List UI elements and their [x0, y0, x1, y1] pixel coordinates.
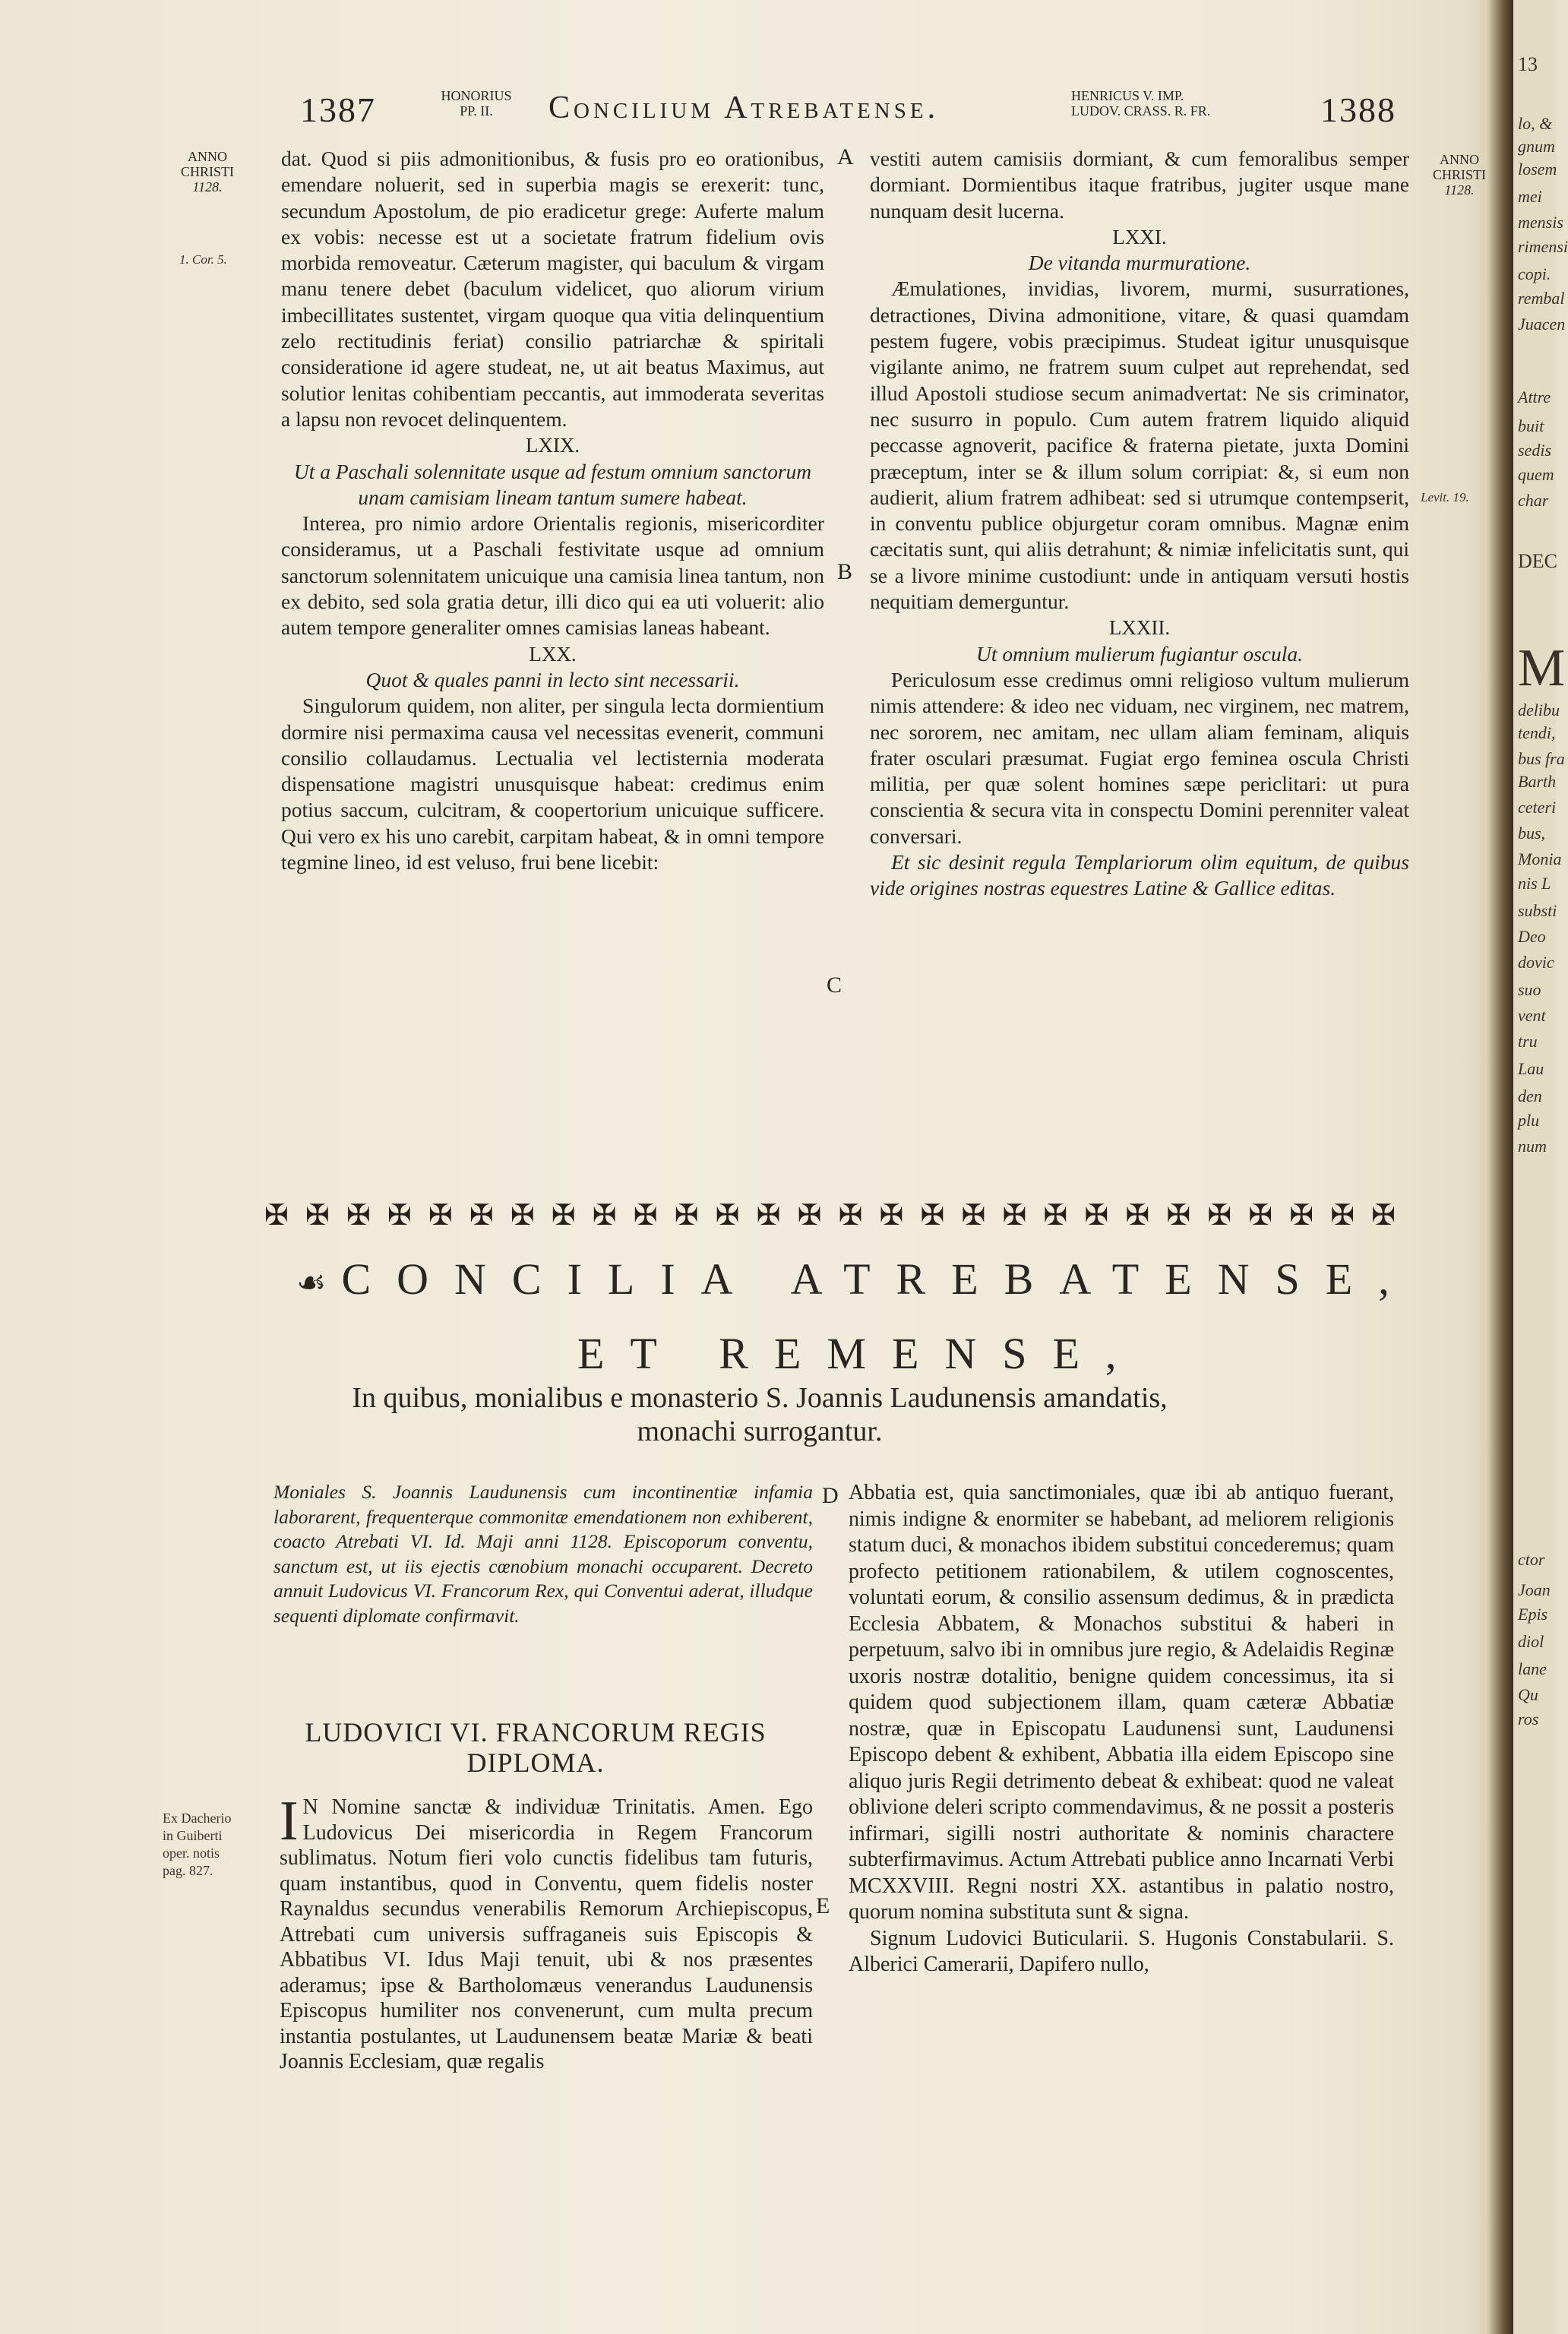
chapter-number: LXXII.: [1108, 616, 1171, 640]
next-page-fragment: sedis: [1518, 441, 1551, 460]
diploma-heading: LUDOVICI VI. FRANCORUM REGIS DIPLOMA.: [305, 1717, 767, 1778]
fleuron-icon: ☙: [296, 1264, 327, 1301]
next-page-fragment: buit: [1518, 416, 1544, 435]
anno-christi-left: [176, 149, 239, 194]
ornament-glyph-icon: ✠: [551, 1199, 577, 1232]
chapter-title: Ut a Paschali solennitate usque ad festum omnium sanctorum unam camisiam lineam tantum sumere habeat.: [293, 459, 812, 509]
right-column: [870, 146, 1409, 902]
next-page-fragment: Barth: [1518, 772, 1557, 791]
anno-word: ANNO: [1440, 152, 1479, 167]
next-page-fragment: num: [1518, 1137, 1547, 1156]
intro-summary: Moniales S. Joannis Laudunensis cum incontinentiæ infamia laborarent, frequenterque commonitæ emendationem non exhiberent, coacto Atrebati VI. Id. Maji anni 1128. Episcoporum conventu, sanctum est, ut iis ejectis cœnobium monachi occuparent. Decreto annuit Ludovicus VI. Francorum Rex, qui Conventui aderat, illudque sequenti diplomate confirmavit.: [273, 1481, 813, 1627]
next-page-fragment: M: [1518, 639, 1566, 697]
next-page-fragment: substi: [1518, 901, 1557, 920]
next-page-fragment: ctor: [1518, 1550, 1545, 1569]
next-page-fragment: diol: [1518, 1632, 1544, 1651]
ornament-glyph-icon: ✠: [1207, 1199, 1233, 1232]
ornament-glyph-icon: ✠: [346, 1199, 371, 1232]
next-page-fragment: ceteri: [1518, 798, 1557, 817]
emperor-line-1: HENRICUS V. IMP.: [1071, 88, 1184, 103]
next-page-fragment: losem: [1518, 160, 1557, 179]
next-page-fragment: plu: [1518, 1111, 1540, 1130]
next-page-fragment: Lau: [1518, 1059, 1544, 1078]
section-subtitle: In quibus, monialibus e monasterio S. Joannis Laudunensis amandatis, monachi surrogantur.: [352, 1382, 1168, 1447]
signatures: Signum Ludovici Buticularii. S. Hugonis Constabularii. S. Alberici Camerarii, Dapifero nullo,: [849, 1926, 1394, 1976]
christi-word: CHRISTI: [1432, 167, 1486, 182]
next-page-fragment: copi.: [1518, 264, 1551, 283]
next-page-fragment: mensis: [1518, 213, 1563, 232]
paragraph: dat. Quod si piis admonitionibus, & fusis pro eo orationibus, emendare noluerit, sed in superbia magis se erexerit: tunc, secundum Apostolum, de pio eradicetur grege: Auferte malum ex vobis: necesse est ut a societate fratrum fidelium ovis morbida removeatur. Cæterum magister, qui baculum & virgam manu tenere debet (baculum videlicet, quo aliorum virium imbecillitates sustentet, virgam quoque qua vitia delinquentium zelo rectitudinis feriat) consilio patriarchæ & spiritali consideratione id agere studeat, ne, ut ait beatus Maximus, aut solutior lenitas cohibentiam peccantis, aut immoderata severitas a lapsu non revocet delinquentem.: [281, 147, 824, 431]
ornament-glyph-icon: ✠: [920, 1199, 946, 1232]
diploma-body: N Nomine sanctæ & individuæ Trinitatis. Amen. Ego Ludovicus Dei misericordia in Regem Francorum sublimatus. Notum fieri volo cunctis fidelibus tam futuris, quam instantibus, quod in Conventu, quem fidelis noster Raynaldus secundus venerabilis Remorum Archiepiscopus, Attrebati cum universis suffraganeis suis Episcopis & Abbatibus VI. Idus Maji tenuit, ubi & nos præsentes aderamus; ipse & Bartholomæus venerandus Laudunensis Episcopus humiliter nos convenerunt, cum multa precum instantia postulantes, ut Laudunensem beatæ Mariæ & beati Joannis Ecclesiam, quæ regalis: [280, 1795, 813, 2073]
ornament-glyph-icon: ✠: [428, 1199, 454, 1232]
next-page-fragment: vent: [1518, 1006, 1546, 1025]
section-title-line-1: [296, 1254, 1415, 1305]
drop-cap: I: [280, 1790, 299, 1852]
ornament-glyph-icon: ✠: [1248, 1199, 1274, 1232]
ornament-glyph-icon: ✠: [633, 1199, 659, 1232]
anno-year: 1128.: [192, 179, 223, 194]
ornament-glyph-icon: ✠: [387, 1199, 413, 1232]
dacherio-note: [163, 1810, 231, 1880]
next-page-fragment: DEC: [1518, 550, 1557, 572]
next-page-fragment: Epis: [1518, 1605, 1548, 1624]
section-title-text: CONCILIA ATREBATENSE,: [341, 1254, 1415, 1304]
cor-reference: 1. Cor. 5.: [179, 252, 227, 267]
next-page-fragment: delibu: [1518, 701, 1560, 719]
paragraph: Æmulationes, invidias, livorem, murmi, susurrationes, detractiones, Divina admonitione, vitare, & quasi quamdam pestem fugere, vobis præcipimus. Studeat igitur unusquisque vigilante animo, ne fratrem suum culpet aut reprehendat, sed illud Apostoli studiose secum animadvertat: Ne sis criminator, nec susurro in populo. Cum autem fratrem liquido aliquid peccasse agnoverit, pacifice & fraterna pietate, juxta Domini præceptum, inter se & illum solum corripiat: &, si eum non audierit, alium fratrem adhibeat: sed si utrumque contempserit, in conventu publice objurgetur coram omnibus. Magnæ enim cæcitatis sunt, qui aliis detrahunt; & nimiæ infelicitatis sunt, qui se a livore minime custodiunt: unde in antiquam versuti hostis nequitiam demerguntur.: [870, 277, 1409, 614]
next-page-fragment: bus fra: [1518, 749, 1565, 768]
ornament-glyph-icon: ✠: [838, 1199, 864, 1232]
ornament-glyph-icon: ✠: [469, 1199, 495, 1232]
running-title: Concilium Atrebatense.: [548, 90, 940, 125]
ornament-glyph-icon: ✠: [797, 1199, 823, 1232]
chapter-number: LXX.: [529, 642, 577, 666]
ornament-glyph-icon: ✠: [264, 1199, 289, 1232]
ornament-glyph-icon: ✠: [1084, 1199, 1110, 1232]
page-number-right: 1388: [1320, 90, 1396, 129]
next-page-fragment: Attre: [1518, 387, 1551, 406]
ornament-glyph-icon: ✠: [305, 1199, 330, 1232]
adjacent-page-edge: [1513, 0, 1568, 2334]
section-letter-b: B: [837, 559, 853, 584]
diploma-continuation: [849, 1480, 1394, 1978]
pope-line-1: HONORIUS: [441, 88, 512, 103]
page-number-left: 1387: [300, 90, 376, 129]
decorative-ornament-band: [264, 1194, 1396, 1235]
chapter-title: Quot & quales panni in lecto sint necessarii.: [365, 667, 740, 691]
next-page-fragment: suo: [1518, 980, 1541, 999]
section-letter-c: C: [827, 972, 842, 998]
next-page-number: 13: [1518, 53, 1538, 75]
ornament-glyph-icon: ✠: [1371, 1199, 1396, 1232]
paragraph: Periculosum esse credimus omni religioso vultum mulierum nimis attendere: & ideo nec viduam, nec virginem, nec matrem, nec sororem, nec amitam, nec ullam aliam feminam, aliquis frater osculari præsumat. Fugiat ergo feminea oscula Christi militia, per quæ solent homines sæpe periclitari: ut pura conscientia & secura vita in conspectu Domini perenniter valeat conversari.: [870, 667, 1409, 848]
next-page-fragment: dovic: [1518, 953, 1554, 972]
next-page-fragment: lo, &: [1518, 114, 1553, 133]
ornament-glyph-icon: ✠: [1166, 1199, 1192, 1232]
levit-reference: Levit. 19.: [1421, 490, 1469, 504]
ornament-glyph-icon: ✠: [715, 1199, 741, 1232]
section-letter-d: D: [822, 1483, 839, 1508]
next-page-fragment: mei: [1518, 187, 1542, 206]
ornament-glyph-icon: ✠: [961, 1199, 987, 1232]
anno-year: 1128.: [1444, 182, 1475, 198]
emperor-label: [1071, 88, 1231, 119]
diploma-text: [280, 1790, 813, 2075]
next-page-fragment: Deo: [1518, 927, 1546, 946]
next-page-fragment: char: [1518, 491, 1549, 510]
ornament-glyph-icon: ✠: [510, 1199, 536, 1232]
anno-word: ANNO: [188, 149, 227, 164]
ornament-glyph-icon: ✠: [1289, 1199, 1315, 1232]
next-page-fragment: Juacen: [1518, 315, 1566, 334]
ornament-glyph-icon: ✠: [1125, 1199, 1151, 1232]
chapter-title: Ut omnium mulierum fugiantur oscula.: [975, 641, 1304, 666]
ornament-glyph-icon: ✠: [1002, 1199, 1028, 1232]
next-page-fragment: nis L: [1518, 874, 1551, 893]
ornament-glyph-icon: ✠: [674, 1199, 700, 1232]
next-page-fragment: lane: [1518, 1659, 1547, 1678]
next-page-fragment: quem: [1518, 465, 1554, 484]
chapter-number: LXXI.: [1112, 225, 1167, 248]
left-column: [281, 146, 824, 875]
ornament-glyph-icon: ✠: [1043, 1199, 1069, 1232]
paragraph: vestiti autem camisiis dormiant, & cum femoralibus semper dormiant. Dormientibus itaque fratribus, jugiter usque mane nunquam desit lucerna.: [870, 147, 1409, 223]
paragraph: Interea, pro nimio ardore Orientalis regionis, misericorditer consideramus, ut a Paschali festivitate usque ad omnium sanctorum solennitatem unicuique una camisia linea tantum, non ex debito, sed sola gratia detur, illi dico qui ea uti voluerit: alio autem tempore generaliter omnes camisias laneas habeant.: [281, 511, 824, 640]
next-page-fragment: rembal: [1518, 289, 1565, 308]
paragraph: Abbatia est, quia sanctimoniales, quæ ibi ab antiquo fuerant, nimis indigne & enormiter se habebant, ad meliorem religionis statum duci, & monachos ibidem substitui concederemus; quam profecto petitionem rationabilem, & utilem cognoscentes, voluntati eorum, & consilio assensum dedimus, & in prædicta Ecclesia Abbatem, & Monachos substitui & haberi in perpetuum, salvo ibi in omnibus jure regio, & Adelaidis Reginæ uxoris nostræ dotalitio, benigne quidem concessimus, ita si quidem quod subjectionem illam, quam cæteræ Abbatiæ nostræ, quæ in Episcopatu Laudunensi sunt, Laudunensi Episcopo debent & exhibent, Abbatia illa eidem Episcopo sine aliquo juris Regii detrimento debeat & exhibeat: quod ne valeat oblivione deleri scripto commendavimus, & ne possit a posteris infirmari, sigilli nostri authoritate & nominis charactere subterfirmavimus. Actum Attrebati publice anno Incarnati Verbi MCXXVIII. Regni nostri XX. astantibus in palatio nostro, quorum nomina substituta sunt & signa.: [849, 1481, 1394, 1924]
christi-word: CHRISTI: [180, 164, 234, 179]
book-gutter-shadow: [1487, 0, 1513, 2334]
ornament-glyph-icon: ✠: [592, 1199, 618, 1232]
next-page-fragment: Joan: [1518, 1580, 1551, 1599]
chapter-number: LXIX.: [525, 434, 580, 457]
ornament-glyph-icon: ✠: [756, 1199, 782, 1232]
pope-label: [431, 88, 522, 119]
paragraph: Singulorum quidem, non aliter, per singula lecta dormientium dormire nisi permaxima causa vel necessitas evenerit, communi consilio collaudamus. Lectualia vel lectisternia moderata dispensatione magistri unusquisque habeat: credimus enim potius saccum, culcitram, & coopertorium unicuique sufficere. Qui vero ex his uno carebit, carpitam habeat, & in omni tempore tegmine lineo, id est veluso, frui bene licebit:: [281, 694, 824, 874]
emperor-line-2: LUDOV. CRASS. R. FR.: [1071, 103, 1211, 119]
closing-note: Et sic desinit regula Templariorum olim equitum, de quibus vide origines nostras equestres Latine & Gallice editas.: [870, 850, 1409, 900]
ornament-glyph-icon: ✠: [879, 1199, 905, 1232]
section-letter-a: A: [837, 144, 854, 169]
next-page-fragment: den: [1518, 1086, 1542, 1105]
anno-christi-right: [1428, 152, 1491, 198]
note-line: Ex Dacherio: [163, 1811, 232, 1826]
next-page-fragment: rimensi: [1518, 237, 1568, 256]
next-page-fragment: ros: [1518, 1709, 1539, 1728]
next-page-fragment: bus,: [1518, 824, 1546, 843]
ornament-glyph-icon: ✠: [1330, 1199, 1356, 1232]
next-page-fragment: Monia: [1518, 849, 1562, 868]
chapter-title: De vitanda murmuratione.: [1028, 251, 1251, 275]
section-title-line-2: ET REMENSE,: [577, 1329, 1143, 1378]
pope-line-2: PP. II.: [460, 103, 493, 119]
next-page-fragment: tru: [1518, 1032, 1538, 1051]
next-page-fragment: gnum: [1518, 137, 1555, 156]
section-letter-e: E: [816, 1893, 830, 1918]
next-page-fragment: tendi,: [1518, 723, 1556, 742]
note-line: oper. notis: [163, 1845, 220, 1861]
note-line: pag. 827.: [163, 1863, 213, 1878]
note-line: in Guiberti: [163, 1828, 223, 1843]
next-page-fragment: Qu: [1518, 1685, 1538, 1704]
